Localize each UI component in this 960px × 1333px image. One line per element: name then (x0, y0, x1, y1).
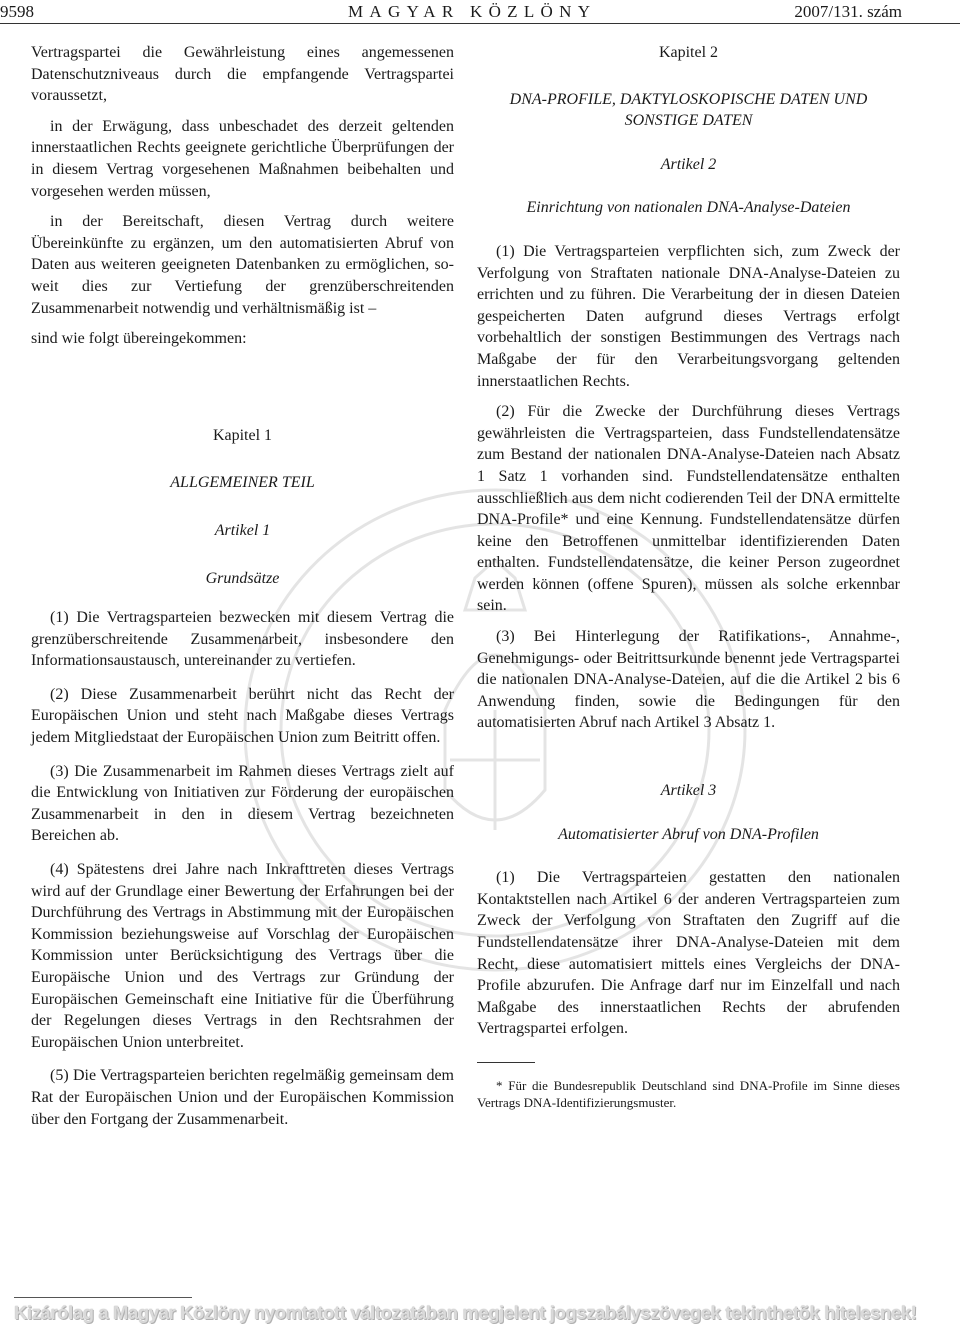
left-column (31, 42, 454, 1142)
article-1-paragraph: (3) Die Zusammenarbeit im Rahmen dieses Vertrags zielt auf die Entwicklung von Initiativen zur Förderung der europäischen Zusammenarbeit in den in diesem Vertrag bezeichneten Bereichen ab. (31, 762, 454, 845)
chapter-2-label: Kapitel 2 (658, 44, 719, 61)
footnote-rule (477, 1062, 535, 1063)
right-column (477, 42, 900, 1120)
publication-title: MAGYAR KÖZLÖNY (348, 2, 597, 21)
paragraph-intro-continuation: Vertragspartei die Gewährleistung eines angemessenen Datenschutzniveaus durch die empfangende Vertragspartei voraussetzt, (31, 44, 454, 105)
footnote: * Für die Bundesrepublik Deutschland sind DNA-Profile im Sinne dieses Vertrags DNA-Identifizierungsmuster. (477, 1077, 900, 1110)
paragraph-erwaegung: in der Erwägung, dass unbeschadet des derzeit geltenden innerstaatlichen Rechts geeignete gerichtliche Überprüfungen der in diesem Vertrag vorgesehenen Maßnahmen beibehalten und vorgesehen werden müssen, (31, 117, 454, 200)
paragraph-bereitschaft: in der Bereitschaft, diesen Vertrag durch weitere Übereinkünfte zu ergänzen, um den automatisierten Abruf von Daten aus weiteren geeigneten Datenbanken zu ermöglichen, so-weit dies zur Vertiefung der grenzüberschreitenden Zusammenarbeit notwendig und verhältnismäßig ist – (31, 213, 454, 317)
issue-number: 2007/131. szám (794, 2, 902, 21)
header-rule (0, 23, 960, 24)
chapter-2-title: DNA-PROFILE, DAKTYLOSKOPISCHE DATEN UND SONSTIGE DATEN (509, 90, 868, 130)
paragraph-uebereingekommen: sind wie folgt übereingekommen: (31, 330, 247, 348)
article-1-title: Grundsätze (205, 569, 280, 587)
article-3-label: Artikel 3 (660, 782, 717, 800)
chapter-1-label: Kapitel 1 (212, 426, 273, 444)
footer-disclaimer: Kizárólag a Magyar Közlöny nyomtatott változatában megjelent jogszabályszövegek tekinthetõk hitelesnek! (14, 1302, 917, 1323)
article-2-title: Einrichtung von nationalen DNA-Analyse-Dateien (526, 199, 851, 217)
article-1-paragraph: (5) Die Vertragsparteien berichten regelmäßig gemeinsam dem Rat der Europäischen Union und der Europäischen Kommission über den Fortgang der Zusammenarbeit. (31, 1067, 454, 1128)
article-2-paragraph: (2) Für die Zwecke der Durchführung dieses Vertrags gewährleisten die Vertragsparteien, dass Fundstellendatensätze zum Bestand der nationalen DNA-Analyse-Dateien nach Absatz 1 Satz 1 vorhanden sind. Fundstellendatensätze enthalten ausschließlich aus dem nicht codierenden Teil der DNA ermittelte DNA-Profile* und eine Kennung. Fundstellendatensätze dürfen keine den Betroffenen unmittelbar identifizierenden Daten enthalten. Fundstellendatensätze, die keiner Person zugeordnet werden können (offene Spuren), müssen als solche erkennbar sein. (477, 403, 900, 615)
article-1-paragraph: (2) Diese Zusammenarbeit berührt nicht das Recht der Europäischen Union und steht nach Maßgabe dieses Vertrags jedem Mitgliedstaat der Europäischen Union zum Beitritt offen. (31, 685, 454, 747)
article-3-paragraph: (1) Die Vertragsparteien gestatten den nationalen Kontaktstellen nach Artikel 6 der anderen Vertragsparteien zum Zweck der Verfolgung von Straftaten den Zugriff auf die Fundstellendatensätze ihrer DNA-Analyse-Dateien mit dem Recht, diese automatisiert mittels eines Vergleichs der DNA-Profile abzurufen. Die Anfrage darf nur im Einzelfall und nach Maßgabe des innerstaatlichen Rechts der abrufenden Vertragspartei erfolgen. (477, 869, 900, 1038)
article-1-paragraph: (4) Spätestens drei Jahre nach Inkrafttreten dieses Vertrags wird auf der Grundlage einer Bewertung der Erfahrungen bei der Durchführung des Vertrags in Abstimmung mit der Europäischen Kommission beziehungsweise auf Vorschlag der Europäischen Kommission unter Berücksichtigung des Vertrags über die Europäische Union und des Vertrags zur Gründung der Europäischen Gemeinschaft eine Initiative für die Überführung der Regelungen dieses Vertrags in den Rechtsrahmen der Europäischen Union unterbreitet. (31, 861, 454, 1051)
footer-rule (14, 1297, 192, 1298)
page-header (0, 2, 960, 24)
article-2-paragraph: (3) Bei Hinterlegung der Ratifikations-, Annahme-, Genehmigungs- oder Beitrittsurkunde benennt jede Vertragspartei die nationalen DNA-Analyse-Dateien, auf die die Artikel 2 bis 6 Anwendung finden, sowie die Bedingungen für den automatisierten Abruf nach Artikel 3 Absatz 1. (477, 628, 900, 732)
article-2-paragraph: (1) Die Vertragsparteien verpflichten sich, zum Zweck der Verfolgung von Straftaten nationale DNA-Analyse-Dateien zu errichten und zu führen. Die Verarbeitung der in diesen Dateien gespeicherten Daten aufgrund dieses Vertrags erfolgt vorbehaltlich der sonstigen Bestimmungen des Vertrags nach Maßgabe der für den Verarbeitungsvorgang geltenden innerstaatlichen Rechts. (477, 242, 900, 390)
page-number: 9598 (0, 2, 34, 21)
article-3-title: Automatisierter Abruf von DNA-Profilen (558, 825, 819, 843)
article-2-label: Artikel 2 (660, 155, 717, 173)
article-1-paragraph: (1) Die Vertragsparteien bezwecken mit diesem Vertrag die grenzüberschreitende Zusammenarbeit, insbesondere den Informationsaustausch, untereinander zu vertiefen. (31, 609, 454, 670)
chapter-1-title: ALLGEMEINER TEIL (170, 474, 315, 492)
article-1-label: Artikel 1 (214, 521, 271, 539)
